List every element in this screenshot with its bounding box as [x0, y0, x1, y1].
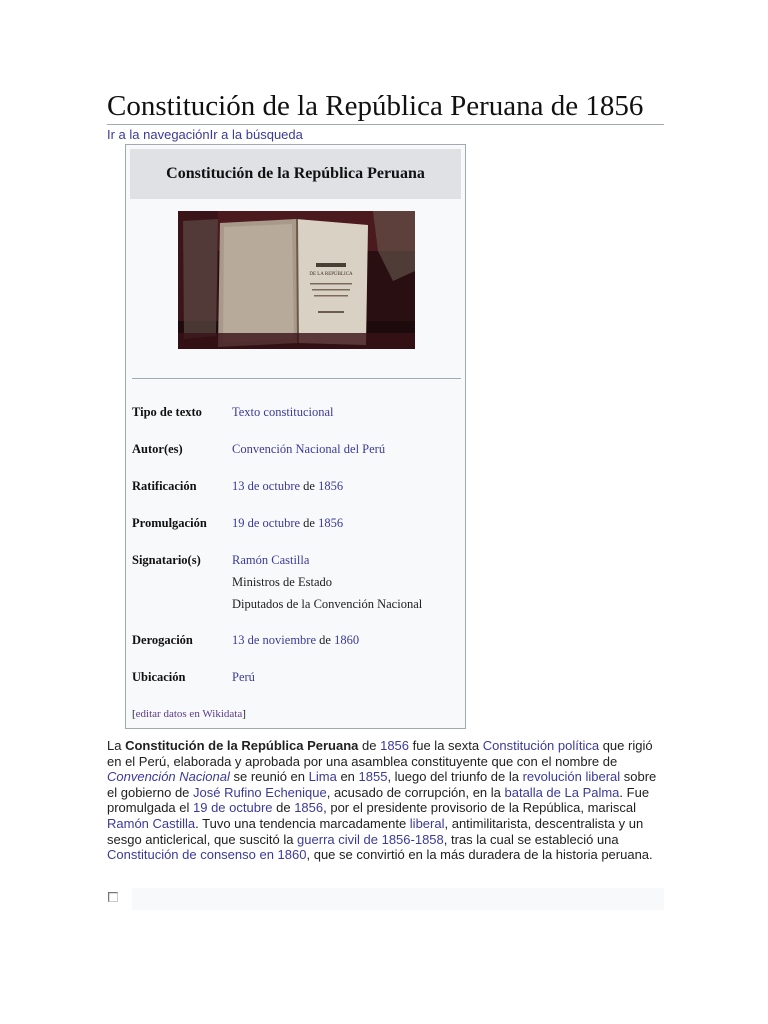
infobox-label: Derogación — [132, 633, 193, 647]
infobox-link-date[interactable]: 19 de octubre — [232, 516, 301, 530]
link-constitucion-politica[interactable]: Constitución política — [482, 738, 600, 753]
link-1855[interactable]: 1855 — [358, 769, 388, 785]
link-19-octubre[interactable]: 19 de octubre — [193, 800, 273, 816]
infobox-label: Promulgación — [132, 516, 207, 530]
link-ramon-castilla[interactable]: Ramón Castilla — [107, 815, 196, 831]
infobox-divider — [132, 378, 461, 379]
infobox-label: Tipo de texto — [132, 405, 202, 419]
link-echenique[interactable]: José Rufino Echenique — [193, 784, 327, 800]
infobox-label: Signatario(s) — [132, 553, 201, 567]
jump-to-search-link[interactable]: Ir a la búsqueda — [209, 127, 303, 142]
infobox-text: Ministros de Estado — [232, 575, 332, 589]
infobox-link-date[interactable]: 13 de octubre — [232, 479, 301, 493]
constitution-book-photo — [178, 211, 415, 349]
edit-wikidata-link[interactable]: editar datos en Wikidata — [135, 708, 243, 720]
jump-links — [107, 127, 303, 142]
link-constitucion-1860[interactable]: Constitución de consenso en 1860 — [107, 847, 307, 863]
page-title: Constitución de la República Peruana de 1856 — [107, 88, 664, 125]
infobox-text: Diputados de la Convención Nacional — [232, 597, 423, 611]
infobox — [125, 144, 466, 729]
infobox-text: de — [316, 633, 335, 647]
infobox-link-date[interactable]: 13 de noviembre — [232, 633, 317, 647]
lead-paragraph: La Constitución de la República Peruana de 1856 fue la sexta Constitución política que rigió en el Perú, elaborada y aprobada por una asamblea constituyente que con el nombre de Convención Nacional se reunió en Lima en 1855, luego del triunfo de la revolución liberal sobre el gobierno de José Rufino Echenique, acusado de corrupción, en la batalla de La Palma. Fue promulgada el 19 de octubre de 1856, por el presidente provisorio de la República, mariscal Ramón Castilla. Tuvo una tendencia marcadamente liberal, antimilitarista, descentralista y un sesgo anticlerical, que suscitó la guerra civil de 1856-1858, tras la cual se estableció una Constitución de consenso en 1860, que se convirtió en la más duradera de la historia peruana. — [107, 738, 657, 863]
link-revolucion-liberal[interactable]: revolución liberal — [522, 769, 621, 785]
infobox-label: Autor(es) — [132, 442, 183, 456]
infobox-link-texto-constitucional[interactable]: Texto constitucional — [232, 405, 334, 419]
link-convencion-nacional[interactable]: Convención Nacional — [107, 769, 230, 785]
svg-text:DE LA REPÚBLICA: DE LA REPÚBLICA — [309, 272, 353, 277]
link-1856-b[interactable]: 1856 — [294, 800, 324, 816]
infobox-link-year[interactable]: 1856 — [318, 479, 344, 493]
link-lima[interactable]: Lima — [308, 769, 337, 785]
infobox-label: Ratificación — [132, 479, 197, 493]
table-of-contents — [132, 888, 664, 910]
infobox-label: Ubicación — [132, 670, 186, 684]
infobox-link-year[interactable]: 1860 — [334, 633, 360, 647]
infobox-title: Constitución de la República Peruana — [130, 149, 461, 199]
bold-term: Constitución de la República Peruana — [125, 738, 359, 753]
link-liberal[interactable]: liberal — [409, 815, 445, 831]
link-batalla-la-palma[interactable]: batalla de La Palma — [504, 784, 620, 800]
wikidata-edit: [editar datos en Wikidata] — [132, 708, 246, 720]
toc-checkbox-icon[interactable] — [108, 892, 118, 902]
infobox-link-ramon-castilla[interactable]: Ramón Castilla — [232, 553, 310, 567]
infobox-link-convencion-nacional[interactable]: Convención Nacional del Perú — [232, 442, 386, 456]
link-guerra-civil[interactable]: guerra civil de 1856-1858 — [297, 831, 444, 847]
infobox-link-year[interactable]: 1856 — [318, 516, 344, 530]
jump-to-navigation-link[interactable]: Ir a la navegación — [107, 127, 210, 142]
infobox-link-peru[interactable]: Perú — [232, 670, 255, 684]
infobox-text: de — [300, 516, 319, 530]
link-1856[interactable]: 1856 — [380, 738, 410, 753]
infobox-image[interactable] — [178, 211, 415, 349]
infobox-text: de — [300, 479, 319, 493]
